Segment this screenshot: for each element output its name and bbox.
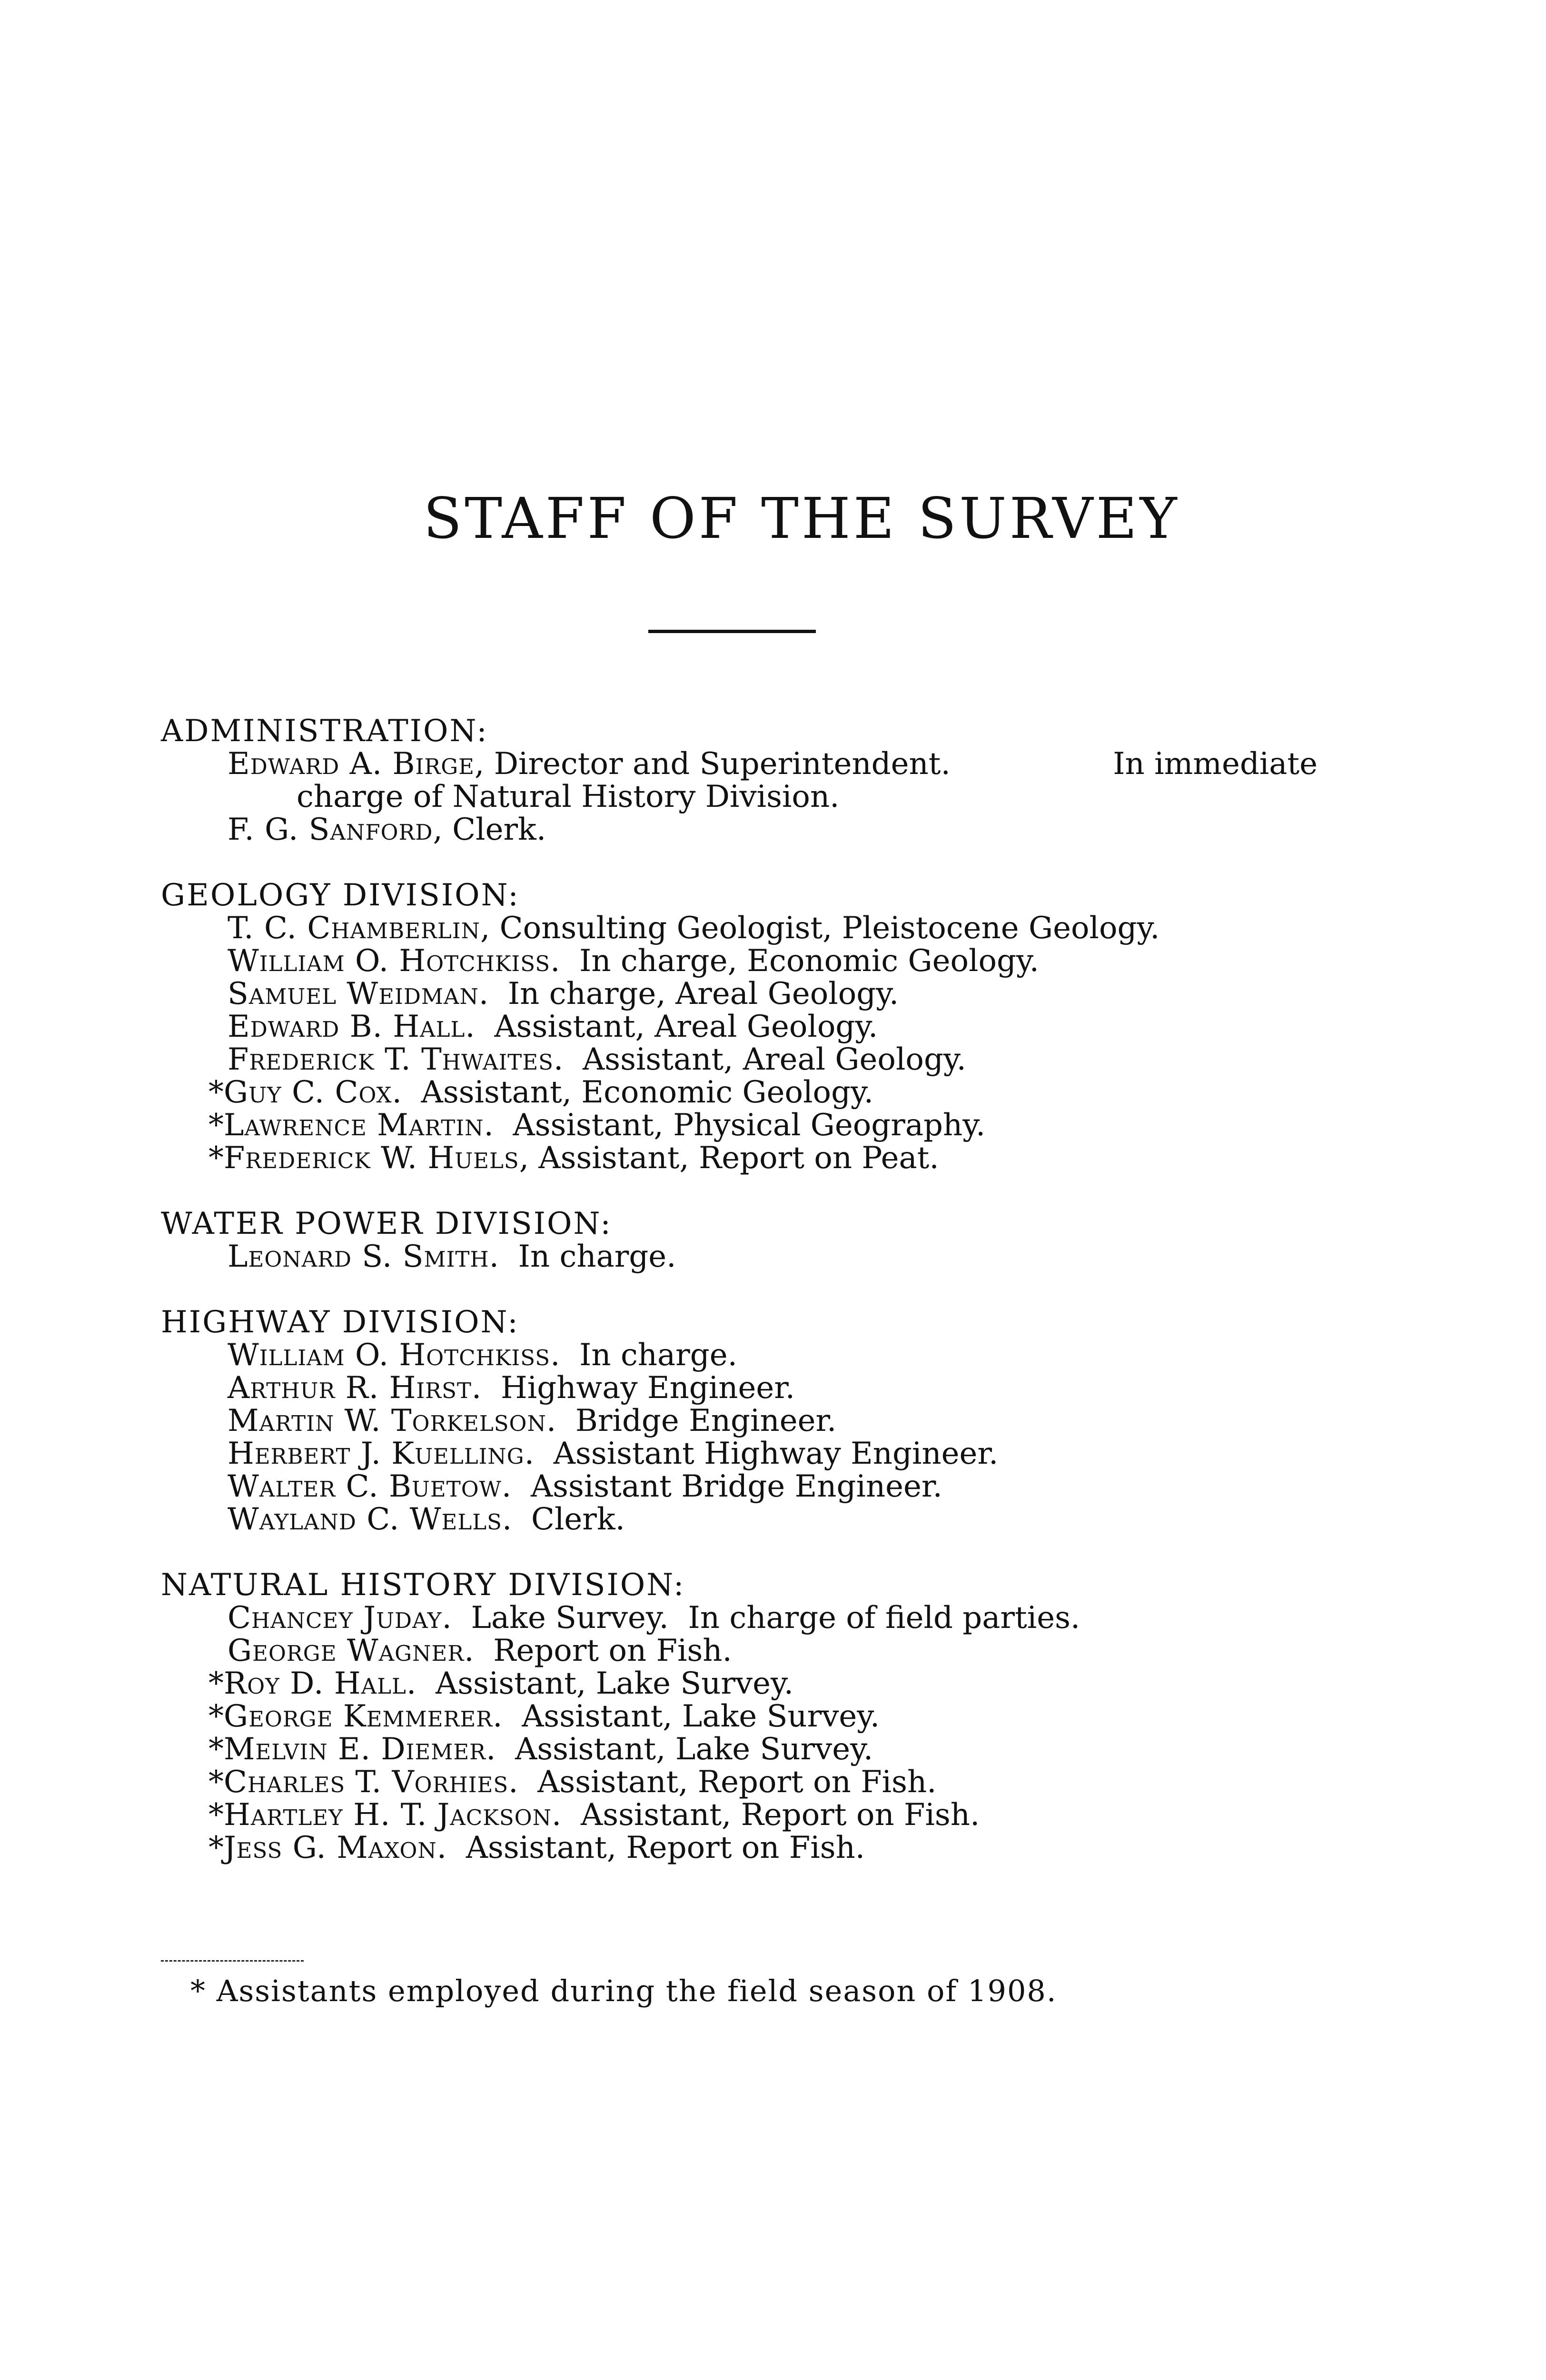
staff-role: . Assistant Bridge Engineer. <box>501 1469 942 1504</box>
title-rule <box>648 630 816 633</box>
staff-name: Charles T. Vorhies <box>224 1765 509 1800</box>
staff-entry <box>161 1766 1313 1799</box>
page-title: STAFF OF THE SURVEY <box>423 486 1180 551</box>
staff-entry <box>161 945 1313 978</box>
staff-role-continued: In immediate <box>1113 746 1318 782</box>
staff-name: Guy C. Cox <box>224 1075 392 1110</box>
staff-role: . In charge. <box>489 1239 676 1274</box>
staff-name: Wayland C. Wells <box>228 1502 502 1537</box>
staff-name: George Kemmerer <box>224 1699 493 1734</box>
staff-name: George Wagner <box>228 1633 465 1668</box>
footnote: * Assistants employed during the field season of 1908. <box>190 1973 1057 2008</box>
staff-entry <box>161 1142 1313 1175</box>
footnote-marker: * <box>208 1830 224 1865</box>
staff-entry <box>161 1109 1313 1142</box>
staff-role: , Director and Superintendent. <box>475 746 951 782</box>
staff-role: , Assistant, Report on Peat. <box>519 1140 939 1176</box>
staff-role: . Assistant, Areal Geology. <box>465 1009 878 1044</box>
staff-entry <box>161 1076 1313 1109</box>
staff-name: Hartley H. T. Jackson <box>224 1797 552 1833</box>
staff-entry <box>161 1602 1313 1635</box>
staff-entry-line <box>228 748 1318 781</box>
staff-name: Jess G. Maxon <box>224 1830 437 1865</box>
staff-role: . Bridge Engineer. <box>546 1403 837 1438</box>
staff-name: Samuel Weidman <box>228 976 479 1012</box>
staff-role: . Clerk. <box>502 1502 625 1537</box>
footnote-marker: * <box>208 1666 224 1701</box>
staff-entry <box>161 1700 1313 1733</box>
staff-role: . Highway Engineer. <box>471 1370 795 1406</box>
staff-role: . In charge. <box>550 1338 737 1373</box>
footnote-marker: * <box>208 1732 224 1767</box>
entry-list <box>161 1339 1313 1536</box>
staff-name: T. C. Chamberlin <box>228 911 480 946</box>
footnote-marker: * <box>208 1699 224 1734</box>
staff-role: . Assistant, Lake Survey. <box>486 1732 873 1767</box>
staff-role: , Consulting Geologist, Pleistocene Geology. <box>480 911 1160 946</box>
footnote-rule <box>161 1960 304 1963</box>
staff-entry <box>161 1438 1313 1470</box>
staff-name: Frederick T. Thwaites <box>228 1042 554 1077</box>
section-natural-history <box>161 1569 1313 1864</box>
section-heading: WATER POWER DIVISION: <box>161 1206 612 1241</box>
staff-entry <box>161 1011 1313 1043</box>
section-geology <box>161 879 1313 1175</box>
staff-listing <box>161 714 1318 1897</box>
section-water-power <box>161 1208 1313 1273</box>
section-heading: ADMINISTRATION: <box>161 714 488 749</box>
staff-name: Leonard S. Smith <box>228 1239 489 1274</box>
staff-role: . Assistant Highway Engineer. <box>524 1436 999 1471</box>
section-highway <box>161 1306 1313 1536</box>
staff-name: William O. Hotchkiss <box>228 943 551 979</box>
staff-name: Walter C. Buetow <box>228 1469 502 1504</box>
section-heading: HIGHWAY DIVISION: <box>161 1305 519 1340</box>
staff-entry <box>161 1799 1313 1832</box>
footnote-marker: * <box>208 1797 224 1833</box>
staff-entry <box>161 1635 1313 1667</box>
footnote-marker: * <box>208 1765 224 1800</box>
staff-role: . Report on Fish. <box>464 1633 732 1668</box>
staff-role: . Assistant, Lake Survey. <box>406 1666 794 1701</box>
staff-name: Arthur R. Hirst <box>228 1370 472 1406</box>
staff-name: Lawrence Martin <box>224 1108 484 1143</box>
staff-entry <box>161 1240 1313 1273</box>
footnote-marker: * <box>208 1140 224 1176</box>
staff-role: . Lake Survey. In charge of field parties. <box>442 1600 1080 1636</box>
staff-entry <box>161 1733 1313 1766</box>
section-administration <box>161 714 1318 847</box>
staff-role: . Assistant, Report on Fish. <box>508 1765 937 1800</box>
staff-role: . Assistant, Report on Fish. <box>551 1797 980 1833</box>
staff-role: . Assistant, Areal Geology. <box>554 1042 966 1077</box>
staff-entry <box>161 746 1318 814</box>
staff-entry <box>161 1372 1313 1405</box>
staff-entry <box>161 1832 1313 1864</box>
entry-list <box>161 912 1313 1175</box>
staff-name: Roy D. Hall <box>224 1666 406 1701</box>
section-heading: NATURAL HISTORY DIVISION: <box>161 1567 685 1603</box>
staff-name: Melvin E. Diemer <box>224 1732 486 1767</box>
staff-entry <box>161 1043 1313 1076</box>
staff-name: Martin W. Torkelson <box>228 1403 546 1438</box>
staff-name: Chancey Juday <box>228 1600 442 1636</box>
staff-name: William O. Hotchkiss <box>228 1338 551 1373</box>
staff-entry <box>161 1405 1313 1438</box>
staff-role: . Assistant, Report on Fish. <box>436 1830 865 1865</box>
staff-role: . Assistant, Economic Geology. <box>392 1075 874 1110</box>
staff-name: Edward A. Birge <box>228 746 475 782</box>
entry-list <box>161 1602 1313 1864</box>
section-heading: GEOLOGY DIVISION: <box>161 878 520 913</box>
staff-role: . In charge, Economic Geology. <box>550 943 1039 979</box>
staff-name: Herbert J. Kuelling <box>228 1436 525 1471</box>
staff-entry <box>161 978 1313 1011</box>
staff-entry-text <box>228 748 951 781</box>
staff-entry <box>161 1503 1313 1536</box>
staff-entry <box>161 1667 1313 1700</box>
footnote-marker: * <box>208 1075 224 1110</box>
entry-list <box>161 1240 1313 1273</box>
staff-role: . Assistant, Lake Survey. <box>493 1699 880 1734</box>
staff-entry <box>161 813 1313 846</box>
staff-role-continuation: charge of Natural History Division. <box>297 779 840 814</box>
staff-entry <box>161 912 1313 945</box>
staff-role: . In charge, Areal Geology. <box>478 976 899 1012</box>
staff-name: F. G. Sanford <box>228 812 433 847</box>
staff-role: . Assistant, Physical Geography. <box>484 1108 986 1143</box>
staff-entry <box>161 1470 1313 1503</box>
staff-entry <box>161 1339 1313 1372</box>
staff-role: , Clerk. <box>433 812 546 847</box>
staff-name: Frederick W. Huels <box>224 1140 519 1176</box>
staff-name: Edward B. Hall <box>228 1009 466 1044</box>
footnote-marker: * <box>208 1108 224 1143</box>
